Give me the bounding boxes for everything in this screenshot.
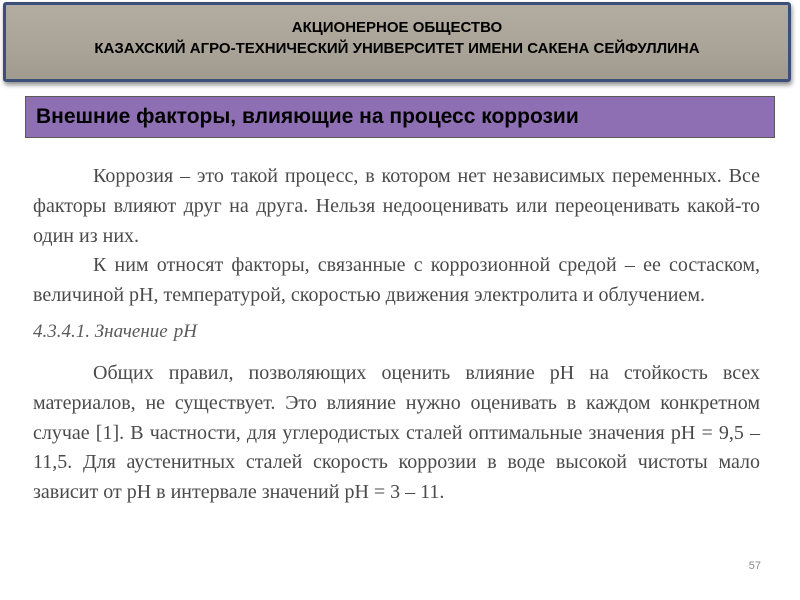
document-excerpt (33, 162, 760, 508)
paragraph-corrosion-definition: Коррозия – это такой процесс, в котором нет независимых переменных. Все факторы влияют друг на друга. Нельзя недооценивать или переоценивать какой-то один из них. (33, 165, 760, 247)
page-number: 57 (748, 560, 761, 572)
section-term: pH (173, 320, 197, 342)
slide-title: Внешние факторы, влияющие на процесс коррозии (25, 96, 775, 138)
section-number: 4.3.4.1. Значение (33, 320, 168, 342)
section-heading (33, 319, 760, 345)
paragraph-ph-influence: Общих правил, позволяющих оценить влияние pH на стойкость всех материалов, не существует. Это влияние нужно оценивать в каждом конкретном случае [1]. В частности, для углеродистых сталей оптимальные значения pH = 9,5 – 11,5. Для аустенитных сталей скорость коррозии в воде высокой чистоты мало зависит от pH в интервале значений pH = 3 – 11. (33, 361, 760, 504)
organization-type: АКЦИОНЕРНОЕ ОБЩЕСТВО (291, 19, 503, 36)
paragraph-environment-factors: К ним относят факторы, связанные с коррозионной средой – ее состаском, величиной pH, температурой, скоростью движения электролита и облучением. (33, 254, 760, 307)
university-name: КАЗАХСКИЙ АГРО-ТЕХНИЧЕСКИЙ УНИВЕРСИТЕТ ИМЕНИ САКЕНА СЕЙФУЛЛИНА (94, 40, 700, 57)
header-banner (3, 2, 791, 82)
